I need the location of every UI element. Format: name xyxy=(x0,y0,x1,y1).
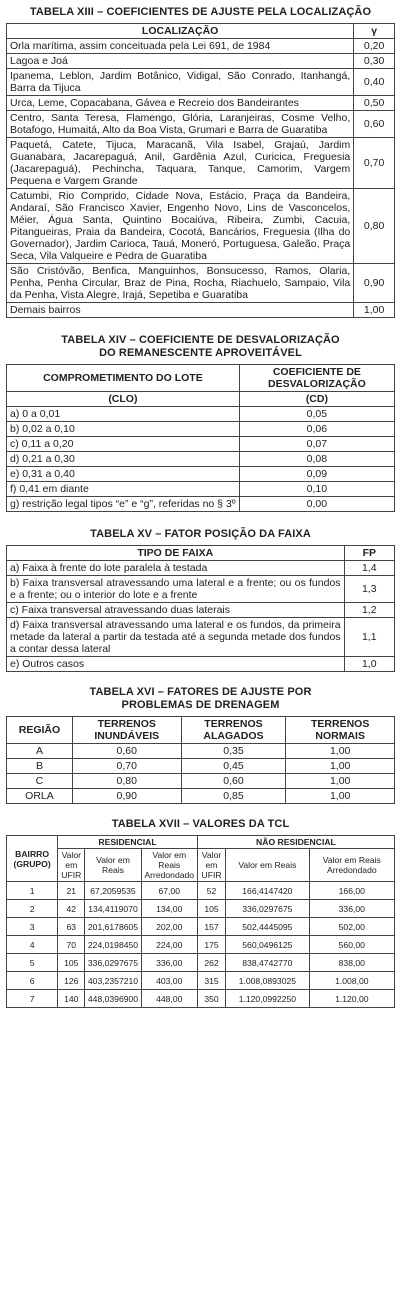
nres-reais-cell: 1.120,0992250 xyxy=(226,990,309,1008)
table-row xyxy=(7,482,395,497)
regiao-cell: B xyxy=(7,759,73,774)
cd-cell: 0,10 xyxy=(239,482,394,497)
table-xv-header-fp: FP xyxy=(344,546,394,561)
grupo-cell: 1 xyxy=(7,882,58,900)
regiao-cell: ORLA xyxy=(7,789,73,804)
table-row xyxy=(7,990,395,1008)
inundaveis-cell: 0,80 xyxy=(72,774,181,789)
cd-cell: 0,05 xyxy=(239,407,394,422)
nres-arredondado-cell: 1.120,00 xyxy=(309,990,394,1008)
coefficient-cell: 0,80 xyxy=(354,189,395,264)
nres-ufir-cell: 315 xyxy=(197,972,225,990)
table-row xyxy=(7,39,395,54)
table-xiv-title-line1: TABELA XIV – COEFICIENTE DE DESVALORIZAÇÃO xyxy=(61,334,340,346)
normais-cell: 1,00 xyxy=(286,744,395,759)
coefficient-cell: 0,30 xyxy=(354,54,395,69)
location-cell: Paquetá, Catete, Tijuca, Maracanã, Vila Isabel, Grajaú, Jardim Guanabara, Jacarepaguá, Anil, Gardênia Azul, Curicica, Freguesia (Jacarepaguá), Pechincha, Taquara, Tanque, Camorim, Vargem Pequena e Vargem Grande xyxy=(7,138,354,189)
nres-reais-cell: 336,0297675 xyxy=(226,900,309,918)
res-ufir-cell: 42 xyxy=(58,900,85,918)
nres-arredondado-cell: 166,00 xyxy=(309,882,394,900)
table-xvi xyxy=(6,716,395,804)
cd-cell: 0,09 xyxy=(239,467,394,482)
location-cell: Orla marítima, assim conceituada pela Lei 691, de 1984 xyxy=(7,39,354,54)
table-xiv-title-line2: DO REMANESCENTE APROVEITÁVEL xyxy=(99,347,302,359)
nres-reais-cell: 560,0496125 xyxy=(226,936,309,954)
res-arredondado-cell: 202,00 xyxy=(141,918,197,936)
clo-cell: a) 0 a 0,01 xyxy=(7,407,240,422)
grupo-cell: 5 xyxy=(7,954,58,972)
table-row xyxy=(7,576,395,603)
res-ufir-cell: 63 xyxy=(58,918,85,936)
clo-cell: f) 0,41 em diante xyxy=(7,482,240,497)
table-xvii-header-res-arredondado: Valor em Reais Arredondado xyxy=(141,849,197,882)
table-xiii-header-gamma: γ xyxy=(354,24,395,39)
table-row xyxy=(7,437,395,452)
res-reais-cell: 67,2059535 xyxy=(85,882,141,900)
table-row xyxy=(7,189,395,264)
cd-cell: 0,07 xyxy=(239,437,394,452)
table-row xyxy=(7,407,395,422)
alagados-cell: 0,85 xyxy=(181,789,286,804)
nres-reais-cell: 838,4742770 xyxy=(226,954,309,972)
table-xvi-header-normais: TERRENOS NORMAIS xyxy=(286,717,395,744)
table-row xyxy=(7,900,395,918)
coefficient-cell: 0,70 xyxy=(354,138,395,189)
clo-cell: e) 0,31 a 0,40 xyxy=(7,467,240,482)
table-xvii-title: TABELA XVII – VALORES DA TCL xyxy=(111,818,290,830)
location-cell: São Cristóvão, Benfica, Manguinhos, Bonsucesso, Ramos, Olaria, Penha, Penha Circular, Braz de Pina, Rocha, Riachuelo, Sampaio, Vila da Penha, Vista Alegre, Irajá, Sepetiba e Guaratiba xyxy=(7,264,354,303)
alagados-cell: 0,35 xyxy=(181,744,286,759)
tipo-cell: a) Faixa à frente do lote paralela à testada xyxy=(7,561,345,576)
table-xiv xyxy=(6,364,395,512)
res-arredondado-cell: 336,00 xyxy=(141,954,197,972)
res-reais-cell: 224,0198450 xyxy=(85,936,141,954)
table-xiii xyxy=(6,23,395,318)
location-cell: Urca, Leme, Copacabana, Gávea e Recreio dos Bandeirantes xyxy=(7,96,354,111)
coefficient-cell: 1,00 xyxy=(354,303,395,318)
fp-cell: 1,0 xyxy=(344,657,394,672)
table-xiv-subheader-clo: (CLO) xyxy=(7,392,240,407)
res-ufir-cell: 140 xyxy=(58,990,85,1008)
normais-cell: 1,00 xyxy=(286,759,395,774)
nres-ufir-cell: 157 xyxy=(197,918,225,936)
table-row xyxy=(7,657,395,672)
table-xvii-header-bairro: BAIRRO (GRUPO) xyxy=(7,836,58,882)
table-xvii-header-nres-reais: Valor em Reais xyxy=(226,849,309,882)
table-xvi-title-line2: PROBLEMAS DE DRENAGEM xyxy=(121,699,280,711)
table-row xyxy=(7,96,395,111)
location-cell: Ipanema, Leblon, Jardim Botânico, Vidigal, São Conrado, Itanhangá, Barra da Tijuca xyxy=(7,69,354,96)
res-arredondado-cell: 67,00 xyxy=(141,882,197,900)
nres-reais-cell: 502,4445095 xyxy=(226,918,309,936)
table-row xyxy=(7,954,395,972)
fp-cell: 1,4 xyxy=(344,561,394,576)
table-row xyxy=(7,138,395,189)
table-xiv-header-comprometimento: COMPROMETIMENTO DO LOTE xyxy=(7,365,240,392)
coefficient-cell: 0,90 xyxy=(354,264,395,303)
nres-ufir-cell: 262 xyxy=(197,954,225,972)
regiao-cell: A xyxy=(7,744,73,759)
table-xvi-header-inundaveis: TERRENOS INUNDÁVEIS xyxy=(72,717,181,744)
inundaveis-cell: 0,90 xyxy=(72,789,181,804)
nres-arredondado-cell: 336,00 xyxy=(309,900,394,918)
nres-arredondado-cell: 1.008,00 xyxy=(309,972,394,990)
nres-reais-cell: 166,4147420 xyxy=(226,882,309,900)
fp-cell: 1,1 xyxy=(344,618,394,657)
normais-cell: 1,00 xyxy=(286,774,395,789)
table-xvii-header-residencial: RESIDENCIAL xyxy=(58,836,198,849)
table-row xyxy=(7,936,395,954)
table-xvi-title-line1: TABELA XVI – FATORES DE AJUSTE POR xyxy=(89,686,312,698)
coefficient-cell: 0,60 xyxy=(354,111,395,138)
nres-ufir-cell: 350 xyxy=(197,990,225,1008)
table-row xyxy=(7,54,395,69)
table-row xyxy=(7,759,395,774)
res-reais-cell: 403,2357210 xyxy=(85,972,141,990)
coefficient-cell: 0,20 xyxy=(354,39,395,54)
nres-ufir-cell: 52 xyxy=(197,882,225,900)
table-xiv-subheader-cd: (CD) xyxy=(239,392,394,407)
cd-cell: 0,08 xyxy=(239,452,394,467)
table-row xyxy=(7,918,395,936)
table-row xyxy=(7,69,395,96)
grupo-cell: 2 xyxy=(7,900,58,918)
table-row xyxy=(7,744,395,759)
clo-cell: g) restrição legal tipos “e” e “g”, referidas no § 3º xyxy=(7,497,240,512)
res-ufir-cell: 21 xyxy=(58,882,85,900)
nres-ufir-cell: 175 xyxy=(197,936,225,954)
table-row xyxy=(7,422,395,437)
table-xvii-header-nres-ufir: Valor em UFIR xyxy=(197,849,225,882)
location-cell: Demais bairros xyxy=(7,303,354,318)
table-xv-title: TABELA XV – FATOR POSIÇÃO DA FAIXA xyxy=(90,528,311,540)
table-row xyxy=(7,111,395,138)
nres-ufir-cell: 105 xyxy=(197,900,225,918)
clo-cell: c) 0,11 a 0,20 xyxy=(7,437,240,452)
normais-cell: 1,00 xyxy=(286,789,395,804)
table-row xyxy=(7,882,395,900)
location-cell: Centro, Santa Teresa, Flamengo, Glória, Laranjeiras, Cosme Velho, Botafogo, Humaitá, Alto da Boa Vista, Grumari e Barra de Guaratiba xyxy=(7,111,354,138)
table-row xyxy=(7,618,395,657)
res-reais-cell: 336,0297675 xyxy=(85,954,141,972)
tipo-cell: c) Faixa transversal atravessando duas laterais xyxy=(7,603,345,618)
grupo-cell: 3 xyxy=(7,918,58,936)
res-arredondado-cell: 134,00 xyxy=(141,900,197,918)
table-row xyxy=(7,789,395,804)
res-arredondado-cell: 403,00 xyxy=(141,972,197,990)
coefficient-cell: 0,40 xyxy=(354,69,395,96)
inundaveis-cell: 0,60 xyxy=(72,744,181,759)
table-row xyxy=(7,264,395,303)
table-xvii-header-res-reais: Valor em Reais xyxy=(85,849,141,882)
tipo-cell: b) Faixa transversal atravessando uma lateral e a frente; ou os fundos e a frente; ou o interior do lote e a frente xyxy=(7,576,345,603)
table-xiv-header-coeficiente: COEFICIENTE DE DESVALORIZAÇÃO xyxy=(239,365,394,392)
cd-cell: 0,06 xyxy=(239,422,394,437)
table-row xyxy=(7,561,395,576)
coefficient-cell: 0,50 xyxy=(354,96,395,111)
table-row xyxy=(7,452,395,467)
alagados-cell: 0,60 xyxy=(181,774,286,789)
location-cell: Catumbi, Rio Comprido, Cidade Nova, Estácio, Praça da Bandeira, Andaraí, São Francisco Xavier, Engenho Novo, Lins de Vasconcelos, Méier, Água Santa, Quintino Bocaiúva, Ribeira, Zumbi, Cacuia, Pitangueiras, Praia da Bandeira, Cocotá, Bancários, Freguesia (Ilha do Governador), Jardim Carioca, Tauá, Moneró, Portuguesa, Galeão, Praça Seca, Vila Valqueire e Pedra de Guaratiba xyxy=(7,189,354,264)
nres-arredondado-cell: 502,00 xyxy=(309,918,394,936)
res-arredondado-cell: 224,00 xyxy=(141,936,197,954)
res-arredondado-cell: 448,00 xyxy=(141,990,197,1008)
table-xvii-header-nao-residencial: NÃO RESIDENCIAL xyxy=(197,836,394,849)
table-xvii xyxy=(6,835,395,1008)
table-xv-header-tipo: TIPO DE FAIXA xyxy=(7,546,345,561)
location-cell: Lagoa e Joá xyxy=(7,54,354,69)
table-row xyxy=(7,603,395,618)
table-xiii-header-localizacao: LOCALIZAÇÃO xyxy=(7,24,354,39)
table-xvi-header-regiao: REGIÃO xyxy=(7,717,73,744)
grupo-cell: 4 xyxy=(7,936,58,954)
cd-cell: 0,00 xyxy=(239,497,394,512)
table-row xyxy=(7,972,395,990)
alagados-cell: 0,45 xyxy=(181,759,286,774)
table-xvii-header-res-ufir: Valor em UFIR xyxy=(58,849,85,882)
res-reais-cell: 448,0396900 xyxy=(85,990,141,1008)
table-row xyxy=(7,303,395,318)
clo-cell: d) 0,21 a 0,30 xyxy=(7,452,240,467)
nres-reais-cell: 1.008,0893025 xyxy=(226,972,309,990)
table-xv xyxy=(6,545,395,672)
tipo-cell: e) Outros casos xyxy=(7,657,345,672)
grupo-cell: 6 xyxy=(7,972,58,990)
table-row xyxy=(7,467,395,482)
regiao-cell: C xyxy=(7,774,73,789)
table-row xyxy=(7,497,395,512)
table-row xyxy=(7,774,395,789)
grupo-cell: 7 xyxy=(7,990,58,1008)
nres-arredondado-cell: 560,00 xyxy=(309,936,394,954)
res-ufir-cell: 126 xyxy=(58,972,85,990)
res-ufir-cell: 105 xyxy=(58,954,85,972)
tipo-cell: d) Faixa transversal atravessando uma lateral e os fundos, da primeira metade da lateral a partir da testada até a segunda metade dos fundos a contar dessa lateral xyxy=(7,618,345,657)
table-xvi-header-alagados: TERRENOS ALAGADOS xyxy=(181,717,286,744)
fp-cell: 1,3 xyxy=(344,576,394,603)
inundaveis-cell: 0,70 xyxy=(72,759,181,774)
res-ufir-cell: 70 xyxy=(58,936,85,954)
nres-arredondado-cell: 838,00 xyxy=(309,954,394,972)
clo-cell: b) 0,02 a 0,10 xyxy=(7,422,240,437)
table-xiii-title: TABELA XIII – COEFICIENTES DE AJUSTE PELA LOCALIZAÇÃO xyxy=(29,6,372,18)
table-xvii-header-nres-arredondado: Valor em Reais Arredondado xyxy=(309,849,394,882)
res-reais-cell: 201,6178605 xyxy=(85,918,141,936)
res-reais-cell: 134,4119070 xyxy=(85,900,141,918)
fp-cell: 1,2 xyxy=(344,603,394,618)
